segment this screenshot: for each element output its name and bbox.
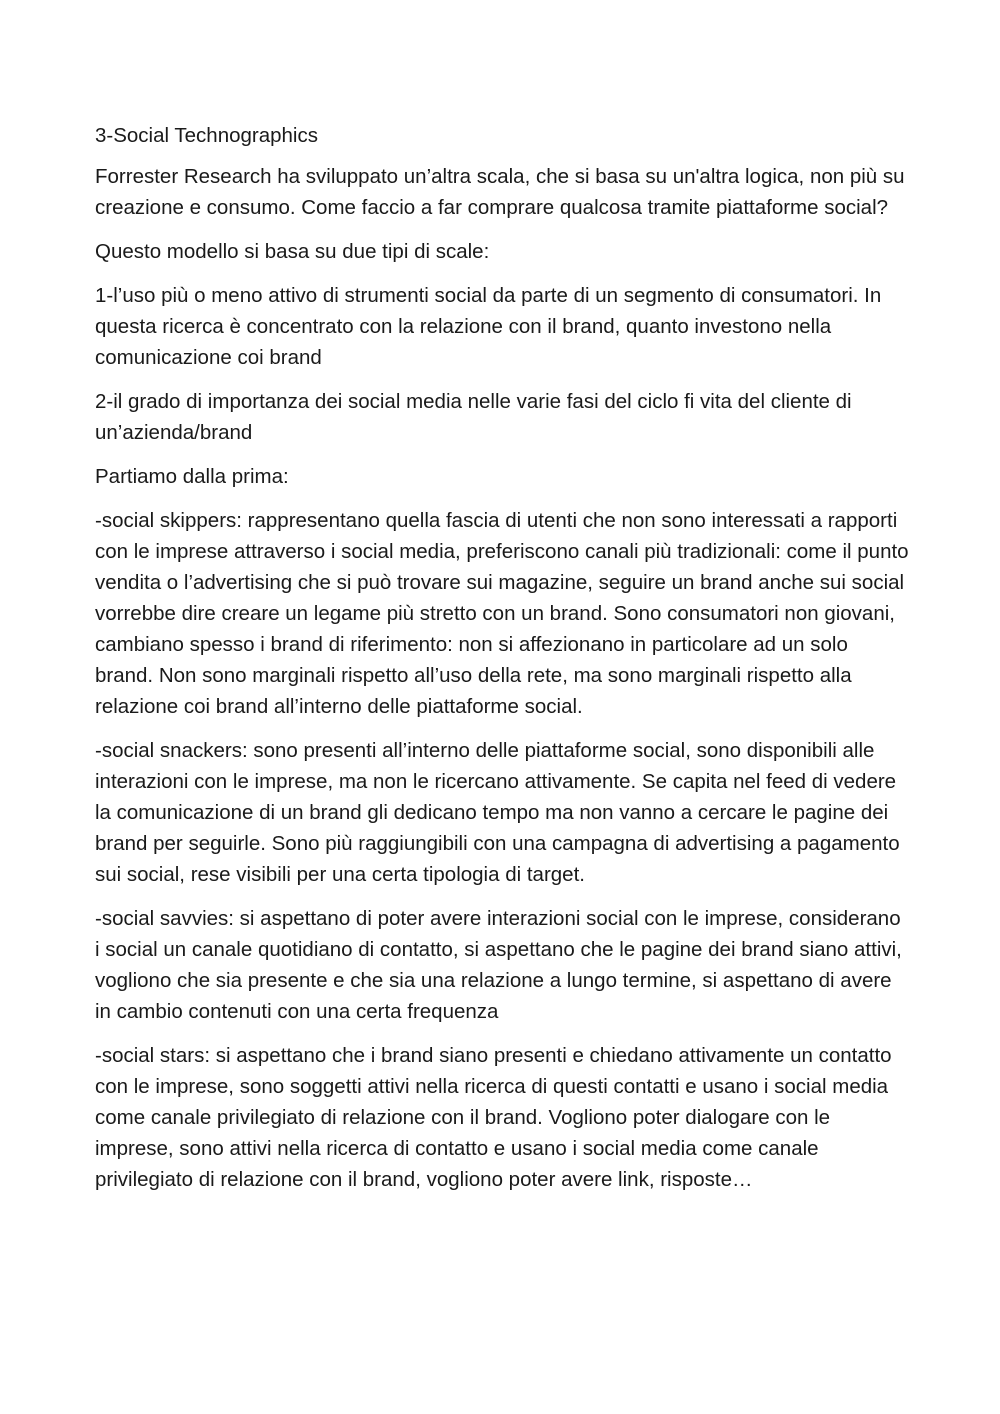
document-title: 3-Social Technographics xyxy=(95,124,318,147)
paragraph-scale-1: 1-l’uso più o meno attivo di strumenti social da parte di un segmento di consumatori. In questa ricerca è concentrato con la relazione con il brand, quanto investono nella comunicazione coi brand xyxy=(95,284,882,369)
paragraph-social-skippers: -social skippers: rappresentano quella fascia di utenti che non sono interessati a rapporti con le imprese attraverso i social media, preferiscono canali più tradizionali: come il punto vendita o l’advertising che si può trovare sui magazine, seguire un brand anche sui social vorrebbe dire creare un legame più stretto con un brand. Sono consumatori non giovani, cambiano spesso i brand di riferimento: non si affezionano in particolare ad un solo brand. Non sono marginali rispetto all’uso della rete, ma sono marginali rispetto alla relazione coi brand all’interno delle piattaforme social. xyxy=(95,509,909,718)
paragraph-start: Partiamo dalla prima: xyxy=(95,465,289,488)
paragraph-intro: Forrester Research ha sviluppato un’altra scala, che si basa su un'altra logica, non più su creazione e consumo. Come faccio a far comprare qualcosa tramite piattaforme social? xyxy=(95,165,905,219)
paragraph-social-stars: -social stars: si aspettano che i brand siano presenti e chiedano attivamente un contatto con le imprese, sono soggetti attivi nella ricerca di questi contatti e usano i social media come canale privilegiato di relazione con il brand. Vogliono poter dialogare con le imprese, sono attivi nella ricerca di contatto e usano i social media come canale privilegiato di relazione con il brand, vogliono poter avere link, risposte… xyxy=(95,1044,892,1191)
paragraph-social-snackers: -social snackers: sono presenti all’interno delle piattaforme social, sono disponibili alle interazioni con le imprese, ma non le ricercano attivamente. Se capita nel feed di vedere la comunicazione di un brand gli dedicano tempo ma non vanno a cercare le pagine dei brand per seguirle. Sono più raggiungibili con una campagna di advertising a pagamento sui social, rese visibili per una certa tipologia di target. xyxy=(95,739,900,886)
paragraph-model: Questo modello si basa su due tipi di scale: xyxy=(95,240,490,263)
paragraph-scale-2: 2-il grado di importanza dei social media nelle varie fasi del ciclo fi vita del cliente di un’azienda/brand xyxy=(95,390,852,444)
paragraph-social-savvies: -social savvies: si aspettano di poter avere interazioni social con le imprese, considerano i social un canale quotidiano di contatto, si aspettano che le pagine dei brand siano attivi, vogliono che sia presente e che sia una relazione a lungo termine, si aspettano di avere in cambio contenuti con una certa frequenza xyxy=(95,907,902,1023)
document-page xyxy=(95,120,910,1208)
